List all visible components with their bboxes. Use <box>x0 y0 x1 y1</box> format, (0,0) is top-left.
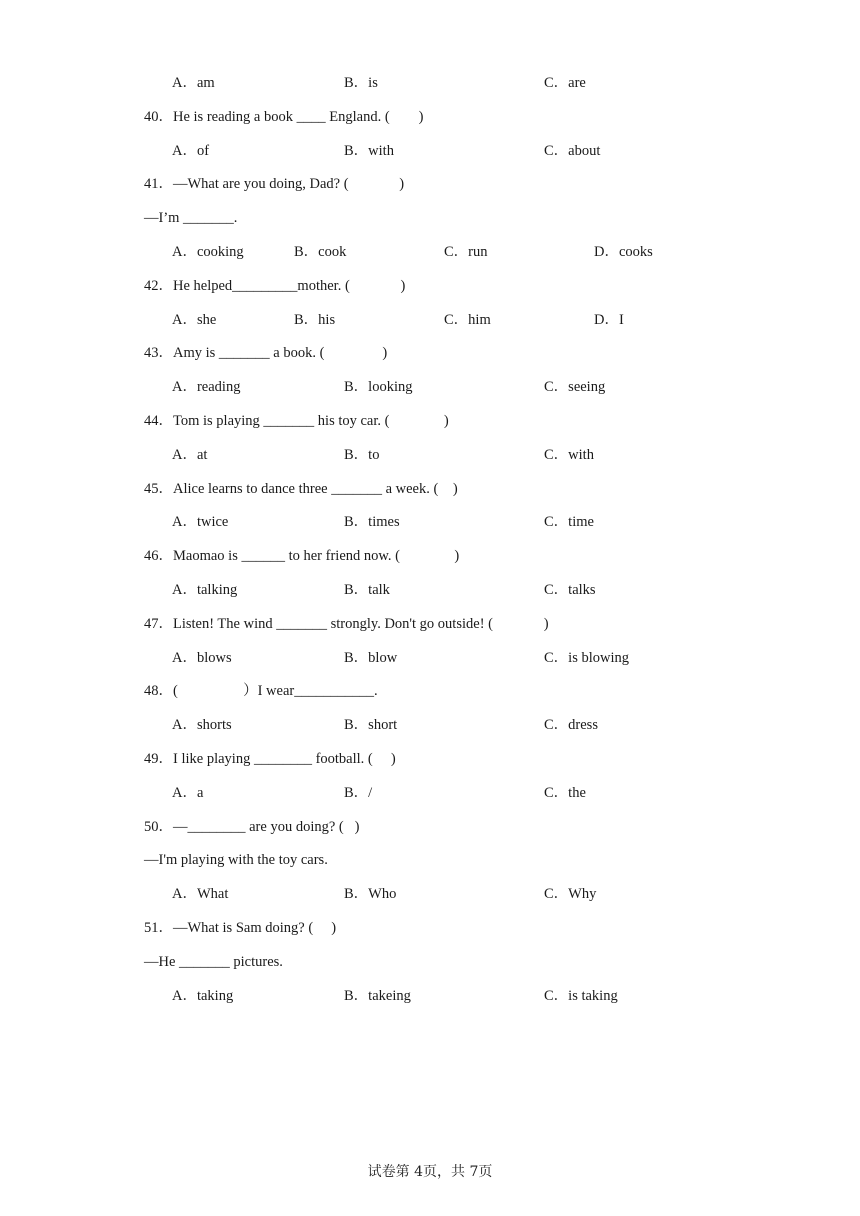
q39-options <box>172 74 772 92</box>
q43-option-c[interactable]: C．seeing <box>544 379 606 395</box>
q42-question: 42．He helped_________mother. ( ) <box>144 278 406 294</box>
q43-question: 43．Amy is _______ a book. ( ) <box>144 345 388 361</box>
q51-option-b[interactable]: B．takeing <box>344 988 411 1004</box>
q46-question: 46．Maomao is ______ to her friend now. ( ) <box>144 548 460 564</box>
q50-option-a[interactable]: A．What <box>172 886 229 902</box>
q49-question: 49．I like playing ________ football. ( ) <box>144 751 396 767</box>
q50-options <box>172 885 772 903</box>
q48-option-b[interactable]: B．short <box>344 717 398 733</box>
q45-option-a[interactable]: A．twice <box>172 514 229 530</box>
q40-question: 40．He is reading a book ____ England. ( ) <box>144 109 424 125</box>
q41-answer-line: —I’m _______. <box>144 210 238 226</box>
q40-option-c[interactable]: C．about <box>544 143 601 159</box>
q48-options <box>172 716 772 734</box>
q47-options <box>172 649 772 667</box>
q48-question: 48．( ）I wear___________. <box>144 683 378 699</box>
q44-option-a[interactable]: A．at <box>172 447 208 463</box>
q46-options <box>172 581 772 599</box>
q45-options <box>172 513 772 531</box>
q44-question: 44．Tom is playing _______ his toy car. ( ) <box>144 413 449 429</box>
q44-options <box>172 446 772 464</box>
q43-options <box>172 378 772 396</box>
q47-option-b[interactable]: B．blow <box>344 650 398 666</box>
q50-option-b[interactable]: B．Who <box>344 886 397 902</box>
q39-option-a[interactable]: A．am <box>172 75 215 91</box>
q46-option-c[interactable]: C．talks <box>544 582 596 598</box>
q46-option-a[interactable]: A．talking <box>172 582 238 598</box>
q51-option-a[interactable]: A．taking <box>172 988 234 1004</box>
q48-option-c[interactable]: C．dress <box>544 717 598 733</box>
q43-option-a[interactable]: A．reading <box>172 379 241 395</box>
q47-option-c[interactable]: C．is blowing <box>544 650 629 666</box>
q42-option-c[interactable]: C．him <box>444 312 491 328</box>
q51-options <box>172 987 772 1005</box>
q40-option-a[interactable]: A．of <box>172 143 210 159</box>
q49-option-a[interactable]: A．a <box>172 785 204 801</box>
q39-option-b[interactable]: B．is <box>344 75 378 91</box>
q42-options <box>172 311 772 329</box>
q50-option-c[interactable]: C．Why <box>544 886 597 902</box>
q43-option-b[interactable]: B．looking <box>344 379 413 395</box>
q41-question: 41．—What are you doing, Dad? ( ) <box>144 176 405 192</box>
q41-option-b[interactable]: B．cook <box>294 244 347 260</box>
q45-option-c[interactable]: C．time <box>544 514 594 530</box>
q48-option-a[interactable]: A．shorts <box>172 717 232 733</box>
q51-option-c[interactable]: C．is taking <box>544 988 618 1004</box>
q49-option-b[interactable]: B．/ <box>344 785 373 801</box>
q49-option-c[interactable]: C．the <box>544 785 586 801</box>
q40-options <box>172 142 772 160</box>
q47-question: 47．Listen! The wind _______ strongly. Don't go outside! ( ) <box>144 616 549 632</box>
q46-option-b[interactable]: B．talk <box>344 582 390 598</box>
q45-question: 45．Alice learns to dance three _______ a week. ( ) <box>144 481 458 497</box>
q40-option-b[interactable]: B．with <box>344 143 394 159</box>
q42-option-a[interactable]: A．she <box>172 312 217 328</box>
q41-option-d[interactable]: D．cooks <box>594 244 653 260</box>
q42-option-d[interactable]: D．I <box>594 312 624 328</box>
q51-answer-line: —He _______ pictures. <box>144 954 283 970</box>
q49-options <box>172 784 772 802</box>
q42-option-b[interactable]: B．his <box>294 312 336 328</box>
q50-answer-line: —I'm playing with the toy cars. <box>144 852 328 868</box>
page-footer: 试卷第 4页，共 7页 <box>367 1164 493 1180</box>
q44-option-c[interactable]: C．with <box>544 447 594 463</box>
q50-question: 50．—________ are you doing? ( ) <box>144 819 360 835</box>
q41-options <box>172 243 772 261</box>
q41-option-c[interactable]: C．run <box>444 244 488 260</box>
q39-option-c[interactable]: C．are <box>544 75 586 91</box>
q41-option-a[interactable]: A．cooking <box>172 244 244 260</box>
q45-option-b[interactable]: B．times <box>344 514 400 530</box>
q44-option-b[interactable]: B．to <box>344 447 380 463</box>
q47-option-a[interactable]: A．blows <box>172 650 232 666</box>
q51-question: 51．—What is Sam doing? ( ) <box>144 920 337 936</box>
